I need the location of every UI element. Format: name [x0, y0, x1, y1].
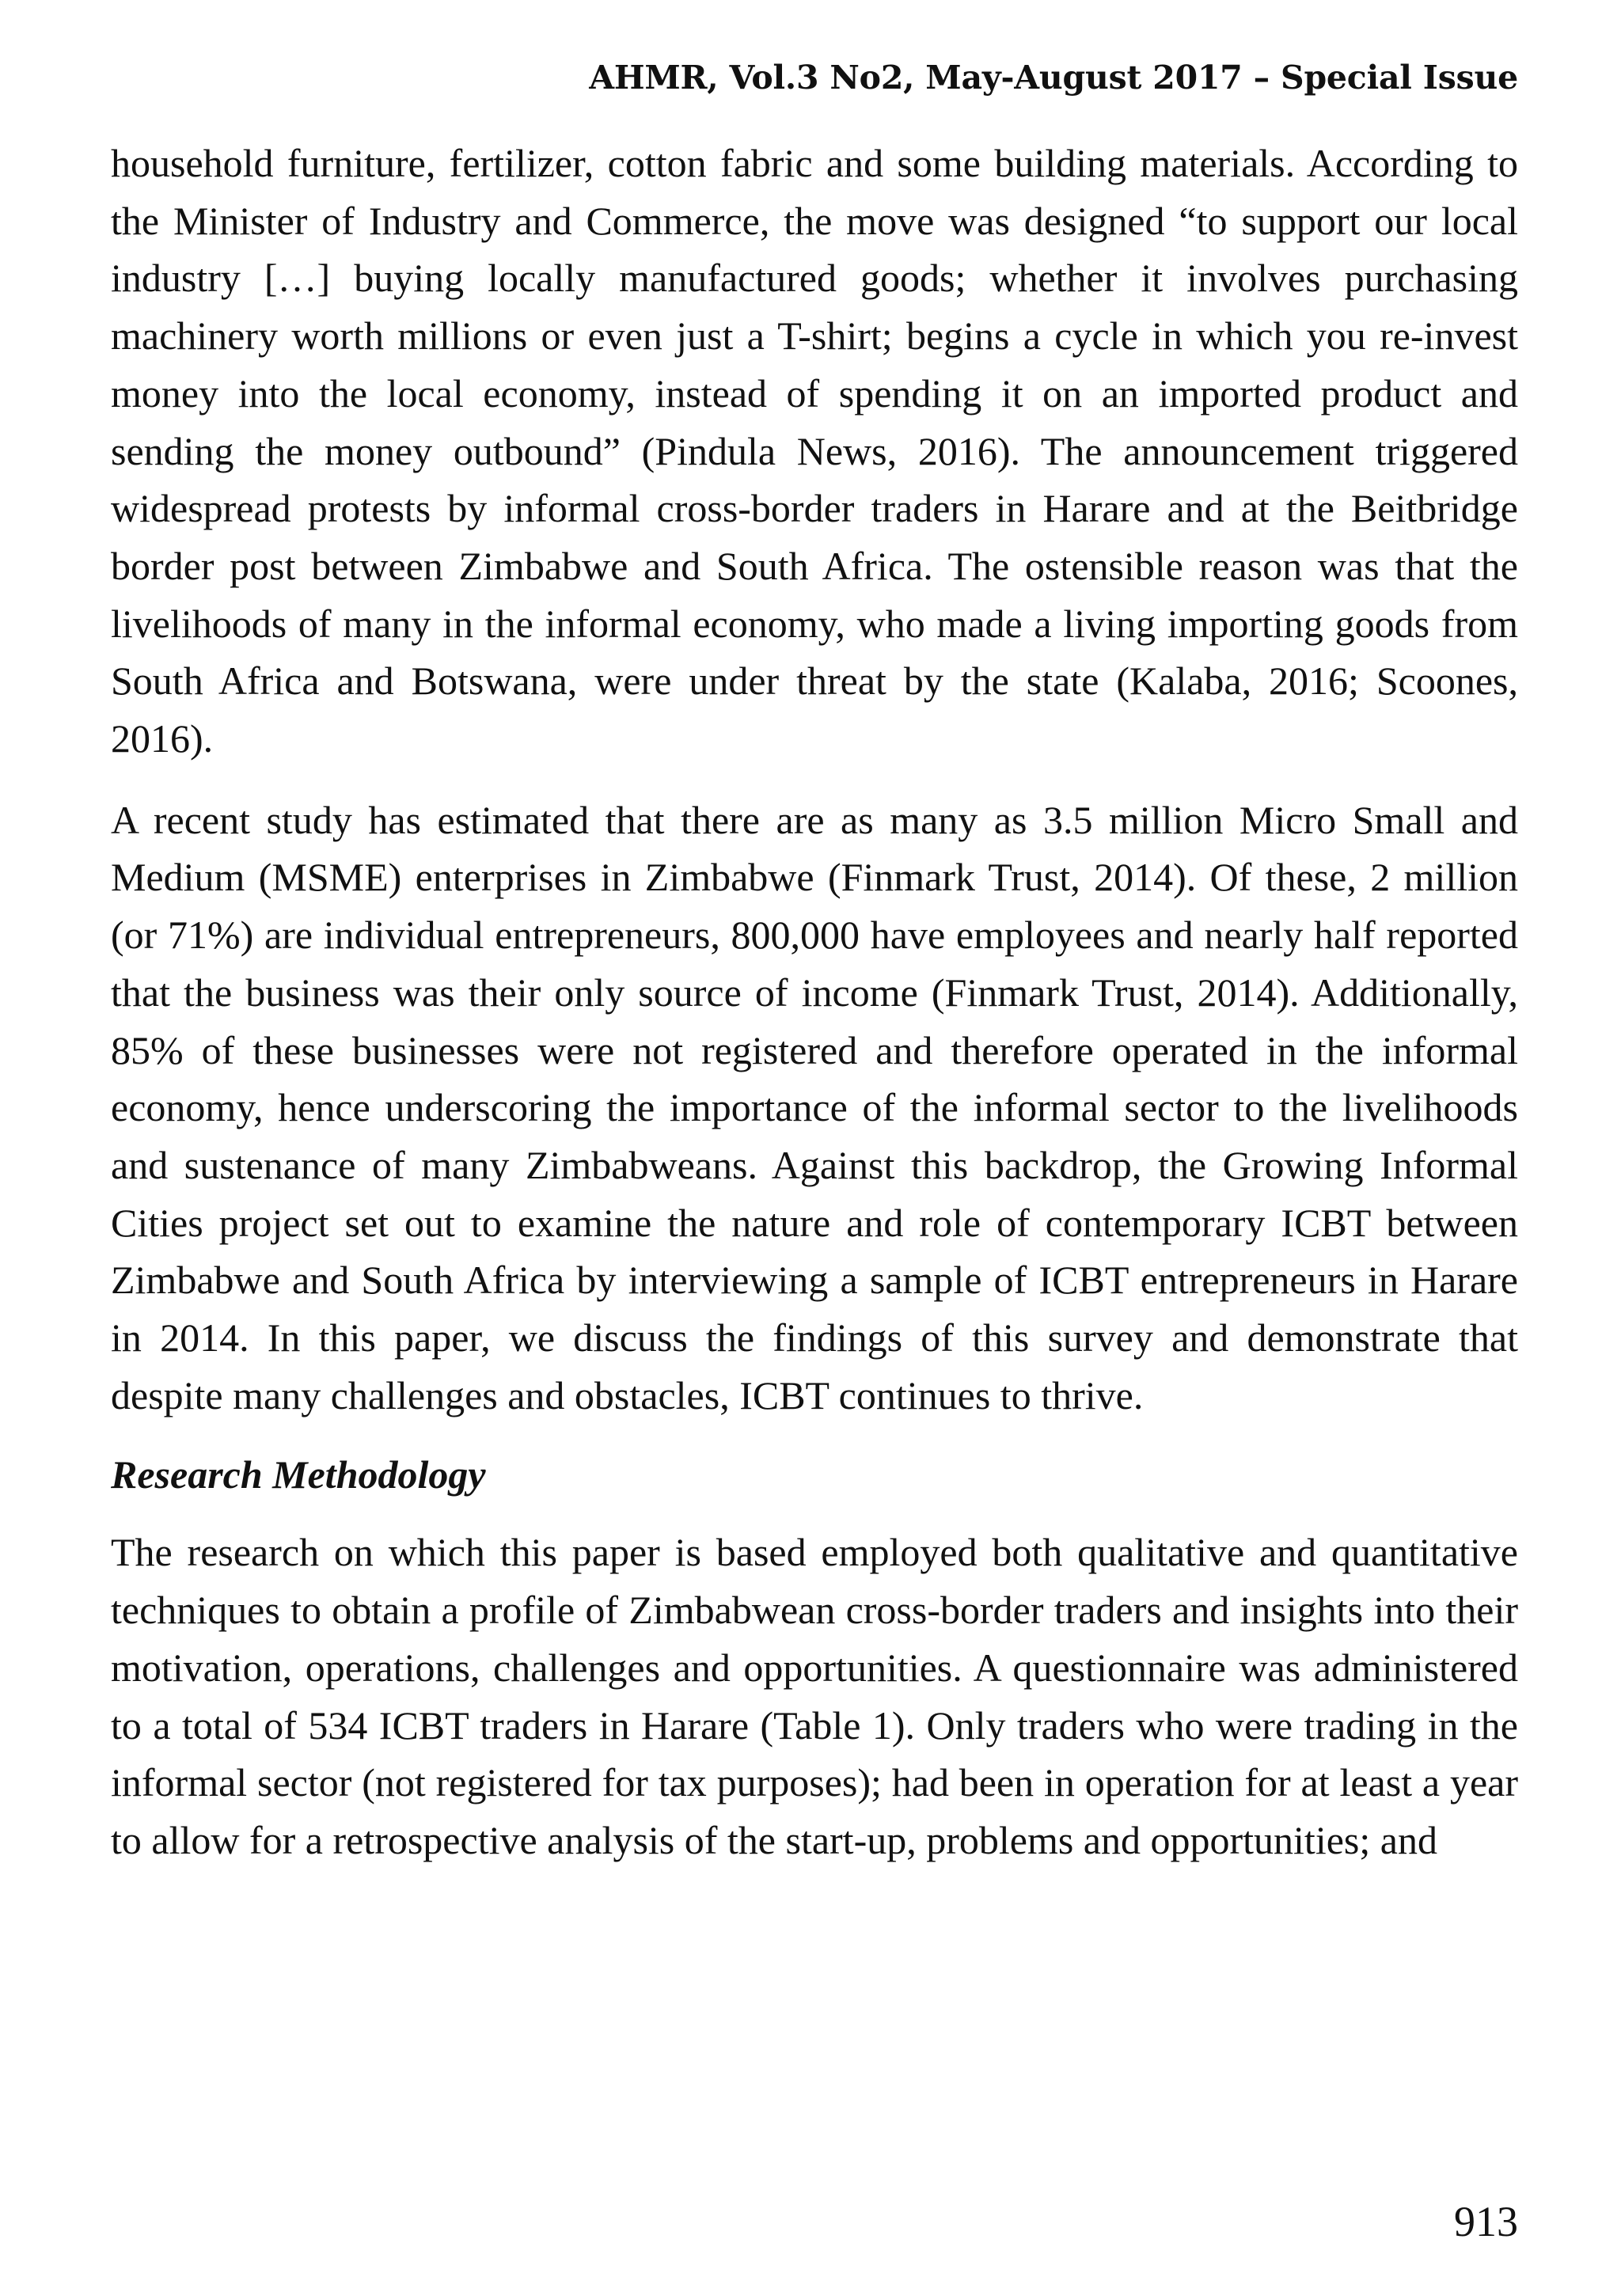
paragraph-import-ban: household furniture, fertilizer, cotton fabric and some building materials. According to the Minister of Industry and Commerce, the move was designed “to support our local industry […] buying locally manufactured goods; whether it involves purchasing machinery worth millions or even just a T-shirt; begins a cycle in which you re-invest money into the local economy, instead of spending it on an imported product and sending the money outbound” (Pindula News, 2016). The announcement triggered widespread protests by informal cross-border traders in Harare and at the Beitbridge border post between Zimbabwe and South Africa. The ostensible reason was that the livelihoods of many in the informal economy, who made a living importing goods from South Africa and Botswana, were under threat by the state (Kalaba, 2016; Scoones, 2016). — [111, 141, 1518, 761]
running-header: AHMR, Vol.3 No2, May-August 2017 – Special Issue — [589, 59, 1518, 97]
page-number: 913 — [1454, 2198, 1518, 2245]
article-body — [111, 135, 1518, 1869]
paragraph-msme-estimates: A recent study has estimated that there are as many as 3.5 million Micro Small and Medium (MSME) enterprises in Zimbabwe (Finmark Trust, 2014). Of these, 2 million (or 71%) are individual entrepreneurs, 800,000 have employees and nearly half reported that the business was their only source of income (Finmark Trust, 2014). Additionally, 85% of these businesses were not registered and therefore operated in the informal economy, hence underscoring the importance of the informal sector to the livelihoods and sustenance of many Zimbabweans. Against this backdrop, the Growing Informal Cities project set out to examine the nature and role of contemporary ICBT between Zimbabwe and South Africa by interviewing a sample of ICBT entrepreneurs in Harare in 2014. In this paper, we discuss the findings of this survey and demonstrate that despite many challenges and obstacles, ICBT continues to thrive. — [111, 797, 1518, 1417]
paragraph-research-methodology: The research on which this paper is based employed both qualitative and quantitative techniques to obtain a profile of Zimbabwean cross-border traders and insights into their motivation, operations, challenges and opportunities. A questionnaire was administered to a total of 534 ICBT traders in Harare (Table 1). Only traders who were trading in the informal sector (not registered for tax purposes); had been in operation for at least a year to allow for a retrospective analysis of the start-up, problems and opportunities; and — [111, 1530, 1518, 1862]
section-heading-research-methodology: Research Methodology — [111, 1452, 486, 1497]
